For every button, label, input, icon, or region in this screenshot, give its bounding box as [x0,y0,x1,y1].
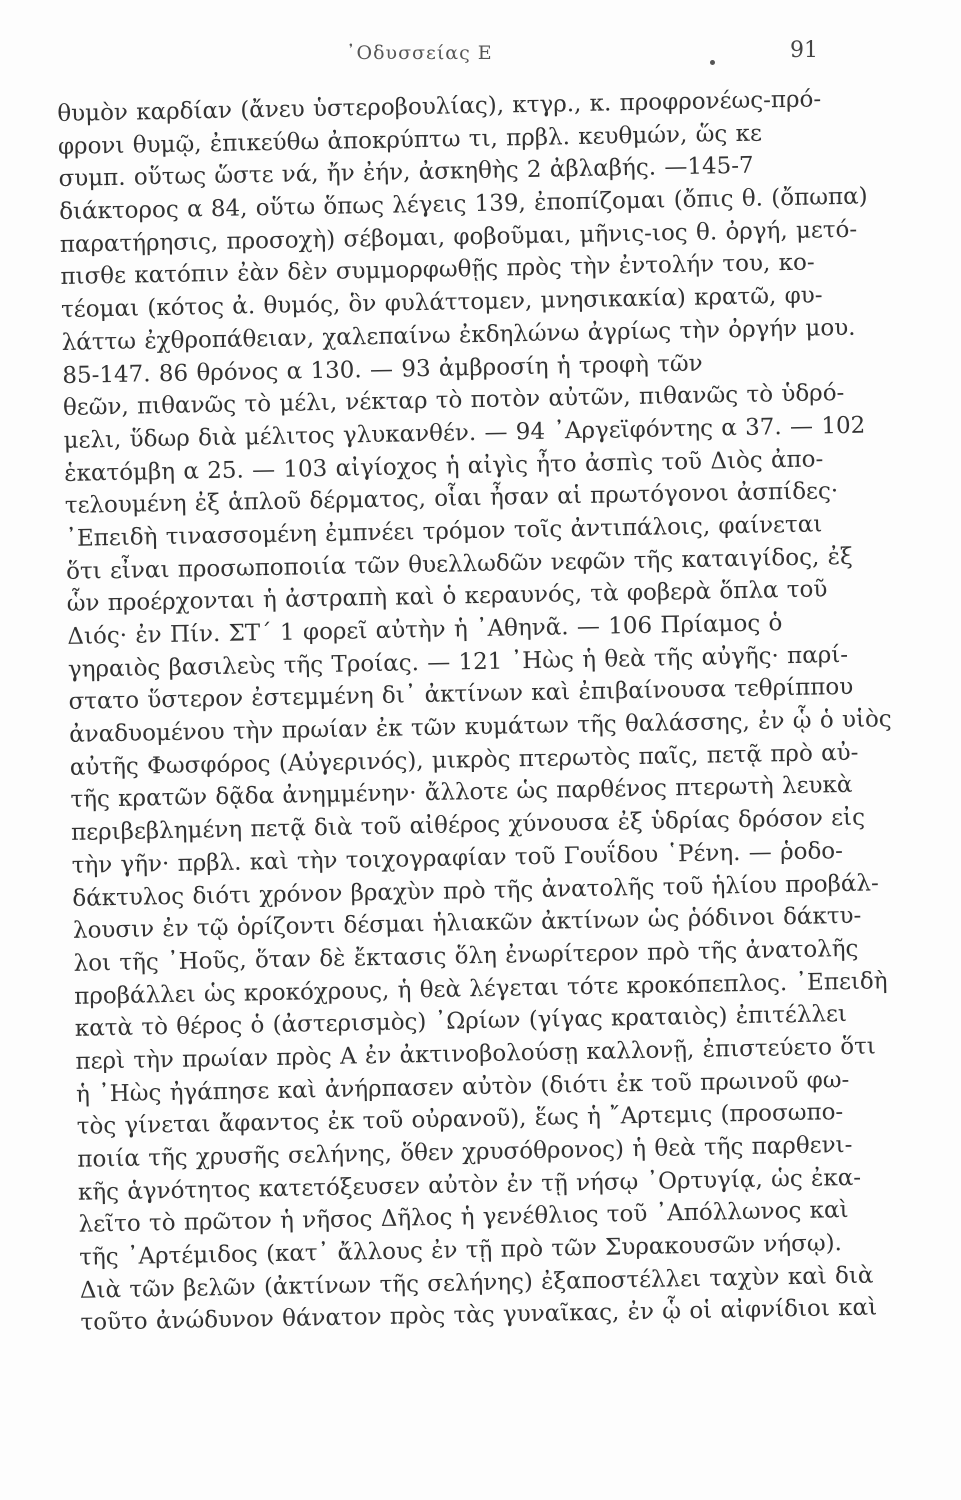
text-line: ἑκατόμβη α 25. — 103 αἰγίοχος ἡ αἰγὶς ἦτο ἀσπὶς τοῦ Διὸς ἀπο- [63,445,824,487]
text-line: συμπ. οὕτως ὥστε νά, ἤν ἐήν, ἀσκηθὴς 2 ἀβλαβής. —145-7 [58,153,754,193]
text-line: φρονι θυμῷ, ἐπικεύθω ἀποκρύπτω τι, πρβλ. κευθμών, ὥς κε [57,120,763,160]
text-line: περὶ τὴν πρωίαν πρὸς Α ἐν ἀκτινοβολούσῃ καλλονῇ, ἐπιστεύετο ὅτι [75,1033,877,1075]
text-line: θυμὸν καρδίαν (ἄνευ ὑστεροβουλίας), κτγρ., κ. προφρονέως-πρό- [57,86,822,127]
text-line: κῆς ἁγνότητος κατετόξευσεν αὐτὸν ἐν τῇ νήσῳ ᾽Ορτυγίᾳ, ὡς ἐκα- [77,1164,862,1206]
text-line: τῆς κρατῶν δᾷδα ἀνημμένην· ἄλλοτε ὡς παρθένος πτερωτὴ λευκὰ [70,772,853,814]
text-line: γηραιὸς βασιλεὺς τῆς Τροίας. — 121 ᾽Ηὼς ἡ θεὰ τῆς αὐγῆς· παρί- [67,641,849,683]
text-line: τέομαι (κότος ἀ. θυμός, ὃν φυλάττομεν, μνησικακία) κρατῶ, φυ- [60,282,823,324]
text-line: τελουμένη ἐξ ἁπλοῦ δέρματος, οἷαι ἦσαν αἱ πρωτόγονοι ἀσπίδες· [64,478,839,520]
text-line: θεῶν, πιθανῶς τὸ μέλι, νέκταρ τὸ ποτὸν αὐτῶν, πιθανῶς τὸ ὑδρό- [62,380,845,422]
text-line: 85-147. 86 θρόνος α 130. — 93 ἀμβροσίη ἡ τροφὴ τῶν [62,350,703,389]
text-line: πισθε κατόπιν ἐὰν δὲν συμμορφωθῇς πρὸς τὴν ἐντολήν του, κο- [60,249,815,291]
text-line: λάττω ἐχθροπάθειαν, χαλεπαίνω ἐκδηλώνω ἀγρίως τὴν ὀργήν μου. [61,314,856,356]
text-line: προβάλλει ὡς κροκόχρους, ἡ θεὰ λέγεται τότε κροκόπεπλος. ᾽Επειδὴ [74,967,888,1010]
text-line: τῆς ᾽Αρτέμιδος (κατ᾽ ἄλλους ἐν τῇ πρὸ τῶν Συρακουσῶν νήσῳ). [79,1230,843,1271]
text-line: λοι τῆς ᾽Ηοῦς, ὅταν δὲ ἔκτασις ὅλη ἐνωρίτερον πρὸ τῆς ἀνατολῆς [73,935,859,977]
text-line: Διὰ τῶν βελῶν (ἀκτίνων τῆς σελήνης) ἐξαποστέλλει ταχὺν καὶ διὰ [79,1262,874,1304]
text-line: μελι, ὕδωρ διὰ μέλιτος γλυκανθέν. — 94 ᾽Αργεϊφόντης α 37. — 102 [63,412,866,454]
text-line: τοῦτο ἀνώδυνον θάνατον πρὸς τὰς γυναῖκας, ἐν ᾧ οἱ αἰφνίδιοι καὶ [80,1294,878,1337]
page-number: 91 [790,38,818,63]
text-line: ὅτι εἶναι προσωποποιία τῶν θυελλωδῶν νεφῶν τῆς καταιγίδος, ἐξ [65,543,853,585]
text-line: διάκτορος α 84, οὕτω ὅπως λέγεις 139, ἐποπίζομαι (ὄπις θ. (ὄπωπα) [58,183,868,226]
text-line: περιβεβλημένη πετᾷ διὰ τοῦ αἰθέρος χύνουσα ἐξ ὑδρίας δρόσον εἰς [70,804,866,846]
text-line: τὴν γῆν· πρβλ. καὶ τὴν τοιχογραφίαν τοῦ Γουΐδου ῾Ρένη. — ῥοδο- [71,837,844,879]
ink-dot [710,60,715,65]
text-line: στατο ὕστερον ἐστεμμένη δι᾽ ἀκτίνων καὶ ἐπιβαίνουσα τεθρίππου [68,674,854,716]
text-line: αὐτῆς Φωσφόρος (Αὐγερινός), μικρὸς πτερωτὸς παῖς, πετᾷ πρὸ αὐ- [69,739,859,781]
commentary-text [57,83,892,1340]
text-line: ᾽Επειδὴ τινασσομένη ἐμπνέει τρόμον τοῖς ἀντιπάλοις, φαίνεται [65,511,823,552]
text-line: ποιία τῆς χρυσῆς σελήνης, ὅθεν χρυσόθρονος) ἡ θεὰ τῆς παρθενι- [77,1131,853,1173]
text-line: παρατήρησις, προσοχὴ) σέβομαι, φοβοῦμαι, μῆνις-ιος θ. ὀργή, μετό- [59,216,858,258]
text-line: δάκτυλος διότι χρόνον βραχὺν πρὸ τῆς ἀνατολῆς τοῦ ἡλίου προβάλ- [72,869,880,912]
page-header [0,38,961,68]
text-line: ἡ ᾽Ηὼς ἠγάπησε καὶ ἀνήρπασεν αὐτὸν (διότι ἐκ τοῦ πρωινοῦ φω- [75,1066,850,1108]
text-line: κατὰ τὸ θέρος ὁ (ἀστερισμὸς) ᾽Ωρίων (γίγας κραταιὸς) ἐπιτέλλει [74,1001,848,1043]
text-line: ἀναδυομένου τὴν πρωίαν ἐκ τῶν κυμάτων τῆς θαλάσσης, ἐν ᾧ ὁ υἱὸς [68,706,892,748]
text-line: λεῖτο τὸ πρῶτον ἡ νῆσος Δῆλος ἡ γενέθλιος τοῦ ᾽Απόλλωνος καὶ [78,1197,849,1239]
text-line: λουσιν ἐν τῷ ὁρίζοντι δέσμαι ἡλιακῶν ἀκτίνων ὡς ῥόδινοι δάκτυ- [72,902,862,945]
text-line: Διός· ἐν Πίν. ΣΤ΄ 1 φορεῖ αὐτὴν ἡ ᾽Αθηνᾶ. — 106 Πρίαμος ὁ [67,610,783,650]
text-line: ὧν προέρχονται ἡ ἀστραπὴ καὶ ὁ κεραυνός, τὰ φοβερὰ ὅπλα τοῦ [66,576,828,618]
text-line: τὸς γίνεται ἄφαντος ἐκ τοῦ οὐρανοῦ), ἕως ἡ ῎Αρτεμις (προσωπο- [76,1099,844,1141]
running-title: ᾽Οδυσσείας Ε [346,42,493,64]
